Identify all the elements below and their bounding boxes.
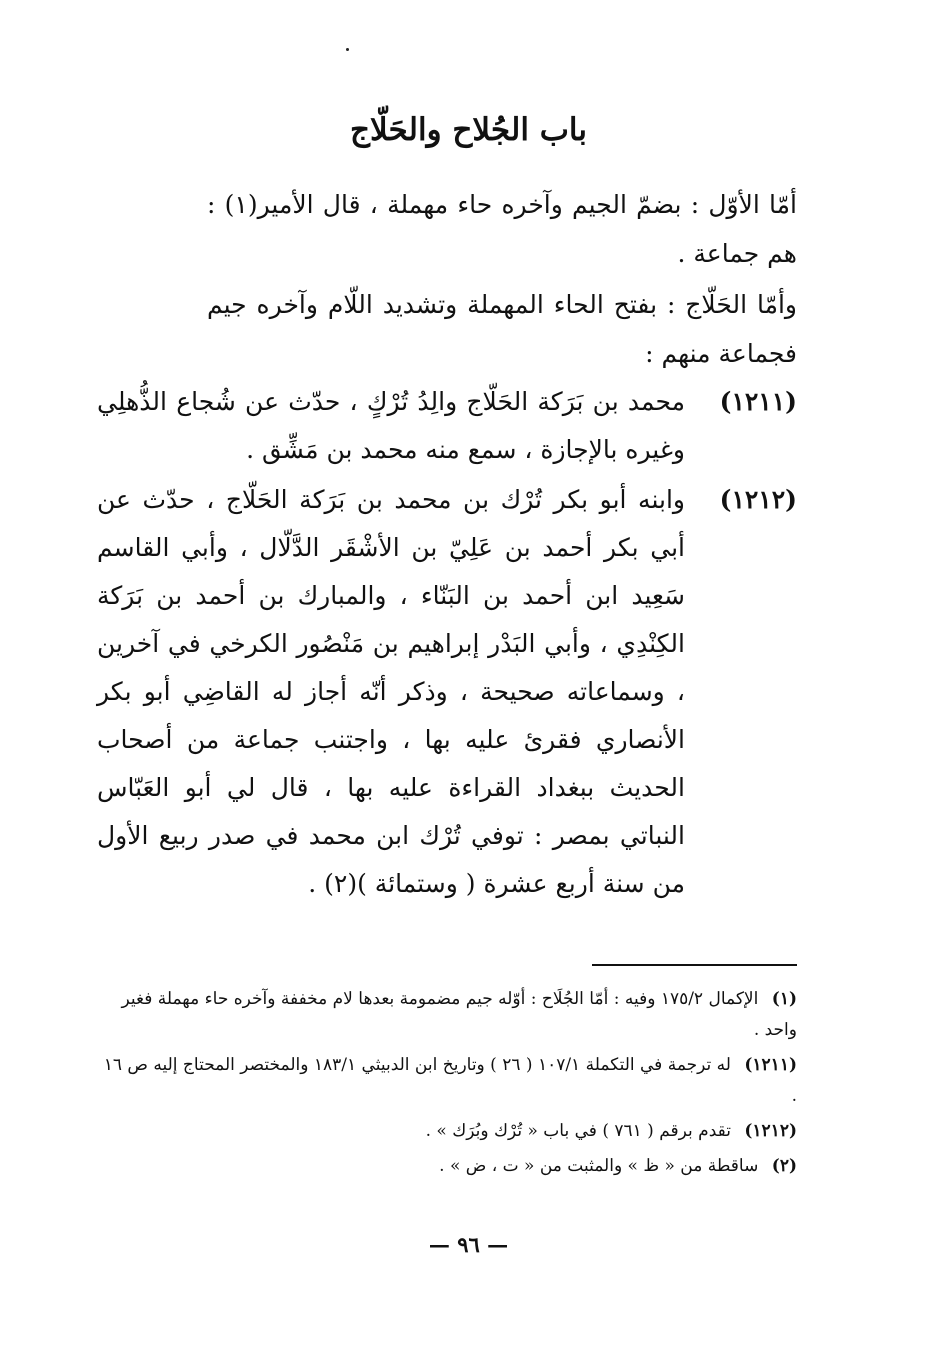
footnote-1 [97,984,797,1046]
footnotes [97,984,797,1186]
entry-text: وابنه أبو بكر تُرْك بن محمد بن بَرَكة الحَلّاج ، حدّث عن أبي بكر أحمد بن عَلِيّ بن الأشْقَر الدَّلّال ، وأبي القاسم سَعِيد ابن أحمد بن البَنّاء ، والمبارك بن أحمد بن بَرَكة الكِنْدِي ، وأبي البَدْر إبراهيم بن مَنْصُور الكرخي في آخرين ، وسماعاته صحيحة ، وذكر أنّه أجاز له القاضِي أبو بكر الأنصاري فقرئ عليه بها ، واجتنب جماعة من أصحاب الحديث ببغداد القراءة عليه بها ، قال لي أبو العَبّاس النباتي بمصر : توفي تُرْك ابن محمد في صدر ربيع الأول من سنة أربع عشرة ( وستمائة )(٢) . [97,485,685,898]
footnote-number: (١٢١٢) [744,1121,797,1141]
footnote-text: الإكمال ١٧٥/٢ وفيه : أمّا الجُلَاح : أوّله جيم مضمومة بعدها لام مخففة وآخره حاء مهملة فغير واحد . [121,989,797,1040]
footnote-text: تقدم برقم ( ٧٦١ ) في باب « تُرْك وبُرَك » . [425,1121,731,1141]
intro-paragraph-2: وأمّا الحَلّاج : بفتح الحاء المهملة وتشديد اللّام وآخره جيم فجماعة منهم : [207,290,797,368]
intro-paragraph-1: أمّا الأوّل : بضمّ الجيم وآخره حاء مهملة ، قال الأمير(١) : هم جماعة . [207,190,797,268]
footnote-2 [97,1151,797,1182]
print-speck [346,48,349,51]
footnote-separator [592,964,797,966]
entry-number: (١٢١٢) [719,485,797,514]
chapter-title: باب الجُلاح والحَلّاج [350,112,587,148]
footnote-number: (١) [771,989,797,1009]
footnote-1212 [97,1116,797,1147]
footnote-text: له ترجمة في التكملة ١٠٧/١ ( ٢٦ ) وتاريخ ابن الدبيثي ١٨٣/١ والمختصر المحتاج إليه ص ١٦ . [103,1055,797,1106]
footnote-text: ساقطة من « ظ » والمثبت من « ت ، ض » . [439,1156,759,1176]
footnote-1211 [97,1050,797,1112]
entry-number: (١٢١١) [719,387,797,416]
footnote-number: (١٢١١) [744,1055,797,1075]
entry-text: محمد بن بَرَكة الحَلّاج والِدُ تُرْكٍ ، حدّث عن شُجاع الذُّهلِي وغيره بالإجازة ، سمع منه محمد بن مَشِّق . [97,387,685,464]
footnote-number: (٢) [771,1156,797,1176]
page-number: — ٩٦ — [428,1232,509,1257]
entry-1211 [97,378,797,474]
entry-1212 [97,476,797,908]
